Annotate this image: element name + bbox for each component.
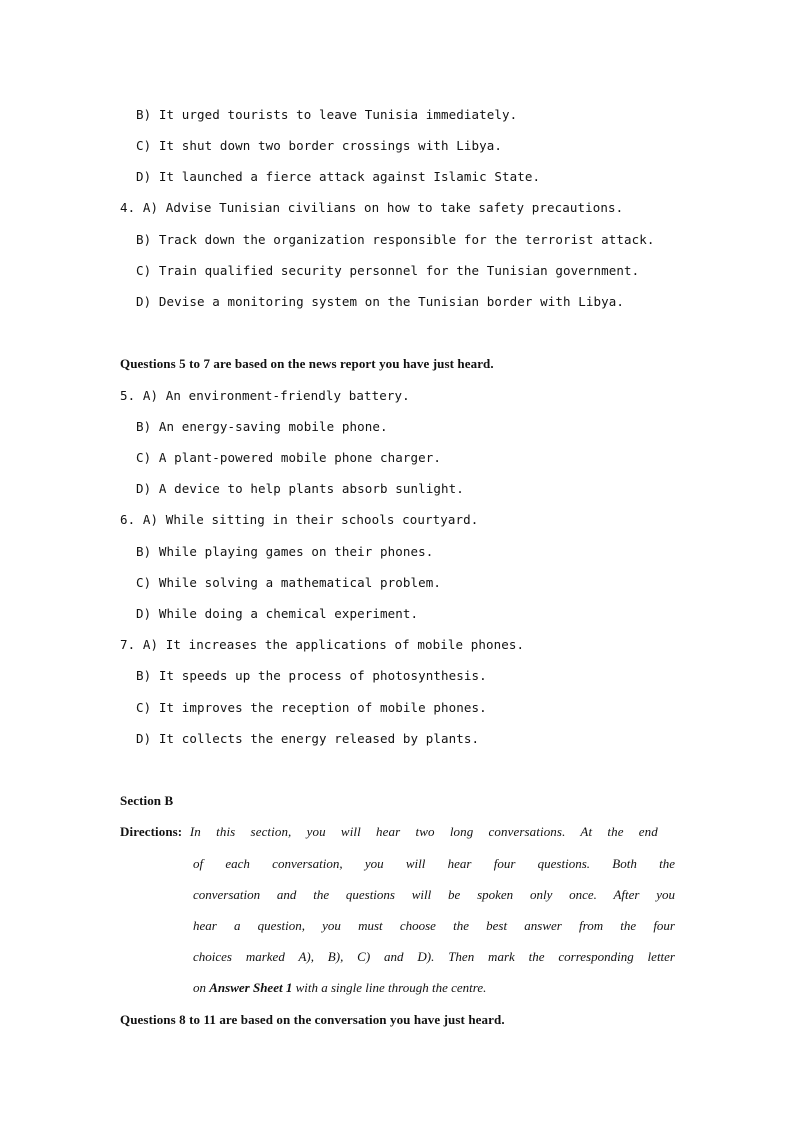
directions-label: Directions: — [120, 824, 183, 839]
q3-option-d: D) It launched a fierce attack against Islamic State. — [136, 169, 541, 184]
q7-option-b: B) It speeds up the process of photosynthesis. — [136, 668, 487, 683]
q7-option-a: 7. A) It increases the applications of mobile phones. — [120, 637, 525, 652]
q6-option-c: C) While solving a mathematical problem. — [136, 575, 442, 590]
directions-line-4: hear a question, you must choose the best answer from the four — [193, 918, 675, 933]
directions-line-1 — [120, 824, 658, 840]
section-b-title: Section B — [120, 793, 174, 808]
q7-option-c: C) It improves the reception of mobile phones. — [136, 700, 487, 715]
q5-option-a: 5. A) An environment-friendly battery. — [120, 388, 410, 403]
questions-8-11-heading: Questions 8 to 11 are based on the conversation you have just heard. — [120, 1012, 505, 1027]
q5-option-d: D) A device to help plants absorb sunlight. — [136, 481, 464, 496]
q5-option-c: C) A plant-powered mobile phone charger. — [136, 450, 442, 465]
directions-line-6-pre: on — [193, 980, 206, 995]
q4-option-d: D) Devise a monitoring system on the Tunisian border with Libya. — [136, 294, 625, 309]
q4-option-a: 4. A) Advise Tunisian civilians on how to take safety precautions. — [120, 200, 624, 215]
q4-option-b: B) Track down the organization responsible for the terrorist attack. — [136, 232, 655, 247]
directions-line-3: conversation and the questions will be spoken only once. After you — [193, 887, 675, 902]
answer-sheet-reference: Answer Sheet 1 — [209, 980, 293, 995]
q4-option-c: C) Train qualified security personnel for the Tunisian government. — [136, 263, 640, 278]
directions-line-2: of each conversation, you will hear four questions. Both the — [193, 856, 675, 871]
directions-text-1: In this section, you will hear two long conversations. At the end — [189, 824, 658, 839]
q5-option-b: B) An energy-saving mobile phone. — [136, 419, 388, 434]
q3-option-c: C) It shut down two border crossings with Libya. — [136, 138, 503, 153]
q6-option-d: D) While doing a chemical experiment. — [136, 606, 419, 621]
q7-option-d: D) It collects the energy released by plants. — [136, 731, 480, 746]
directions-line-6-post: with a single line through the centre. — [295, 980, 487, 995]
q6-option-a: 6. A) While sitting in their schools courtyard. — [120, 512, 479, 527]
directions-line-5: choices marked A), B), C) and D). Then mark the corresponding letter — [193, 949, 675, 964]
q6-option-b: B) While playing games on their phones. — [136, 544, 434, 559]
directions-line-6 — [193, 980, 675, 996]
q3-option-b: B) It urged tourists to leave Tunisia immediately. — [136, 107, 518, 122]
questions-5-7-heading: Questions 5 to 7 are based on the news report you have just heard. — [120, 356, 494, 371]
